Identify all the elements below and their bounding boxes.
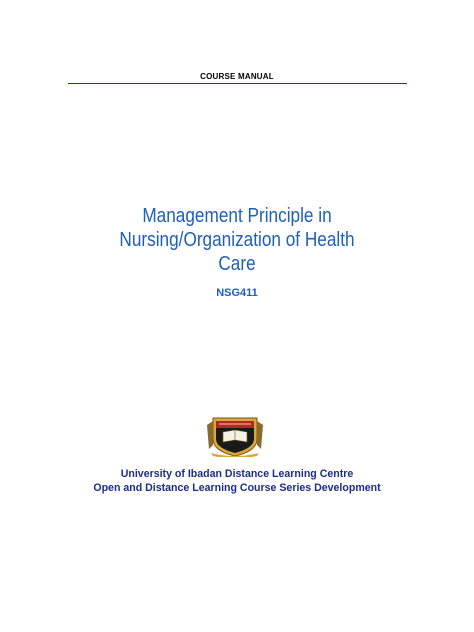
title-line-2: Nursing/Organization of Health: [119, 229, 355, 251]
course-manual-label: COURSE MANUAL: [200, 72, 274, 81]
title-line-3: Care: [218, 253, 256, 275]
title-line-1: Management Principle in: [142, 205, 332, 227]
document-title: [33, 204, 441, 276]
course-code: NSG411: [216, 287, 258, 299]
institution-block: [0, 467, 474, 495]
university-crest-icon: [205, 415, 265, 457]
institution-line-2: Open and Distance Learning Course Series Development: [93, 482, 381, 494]
header-divider: [68, 83, 407, 84]
institution-line-1: University of Ibadan Distance Learning Centre: [120, 468, 354, 480]
